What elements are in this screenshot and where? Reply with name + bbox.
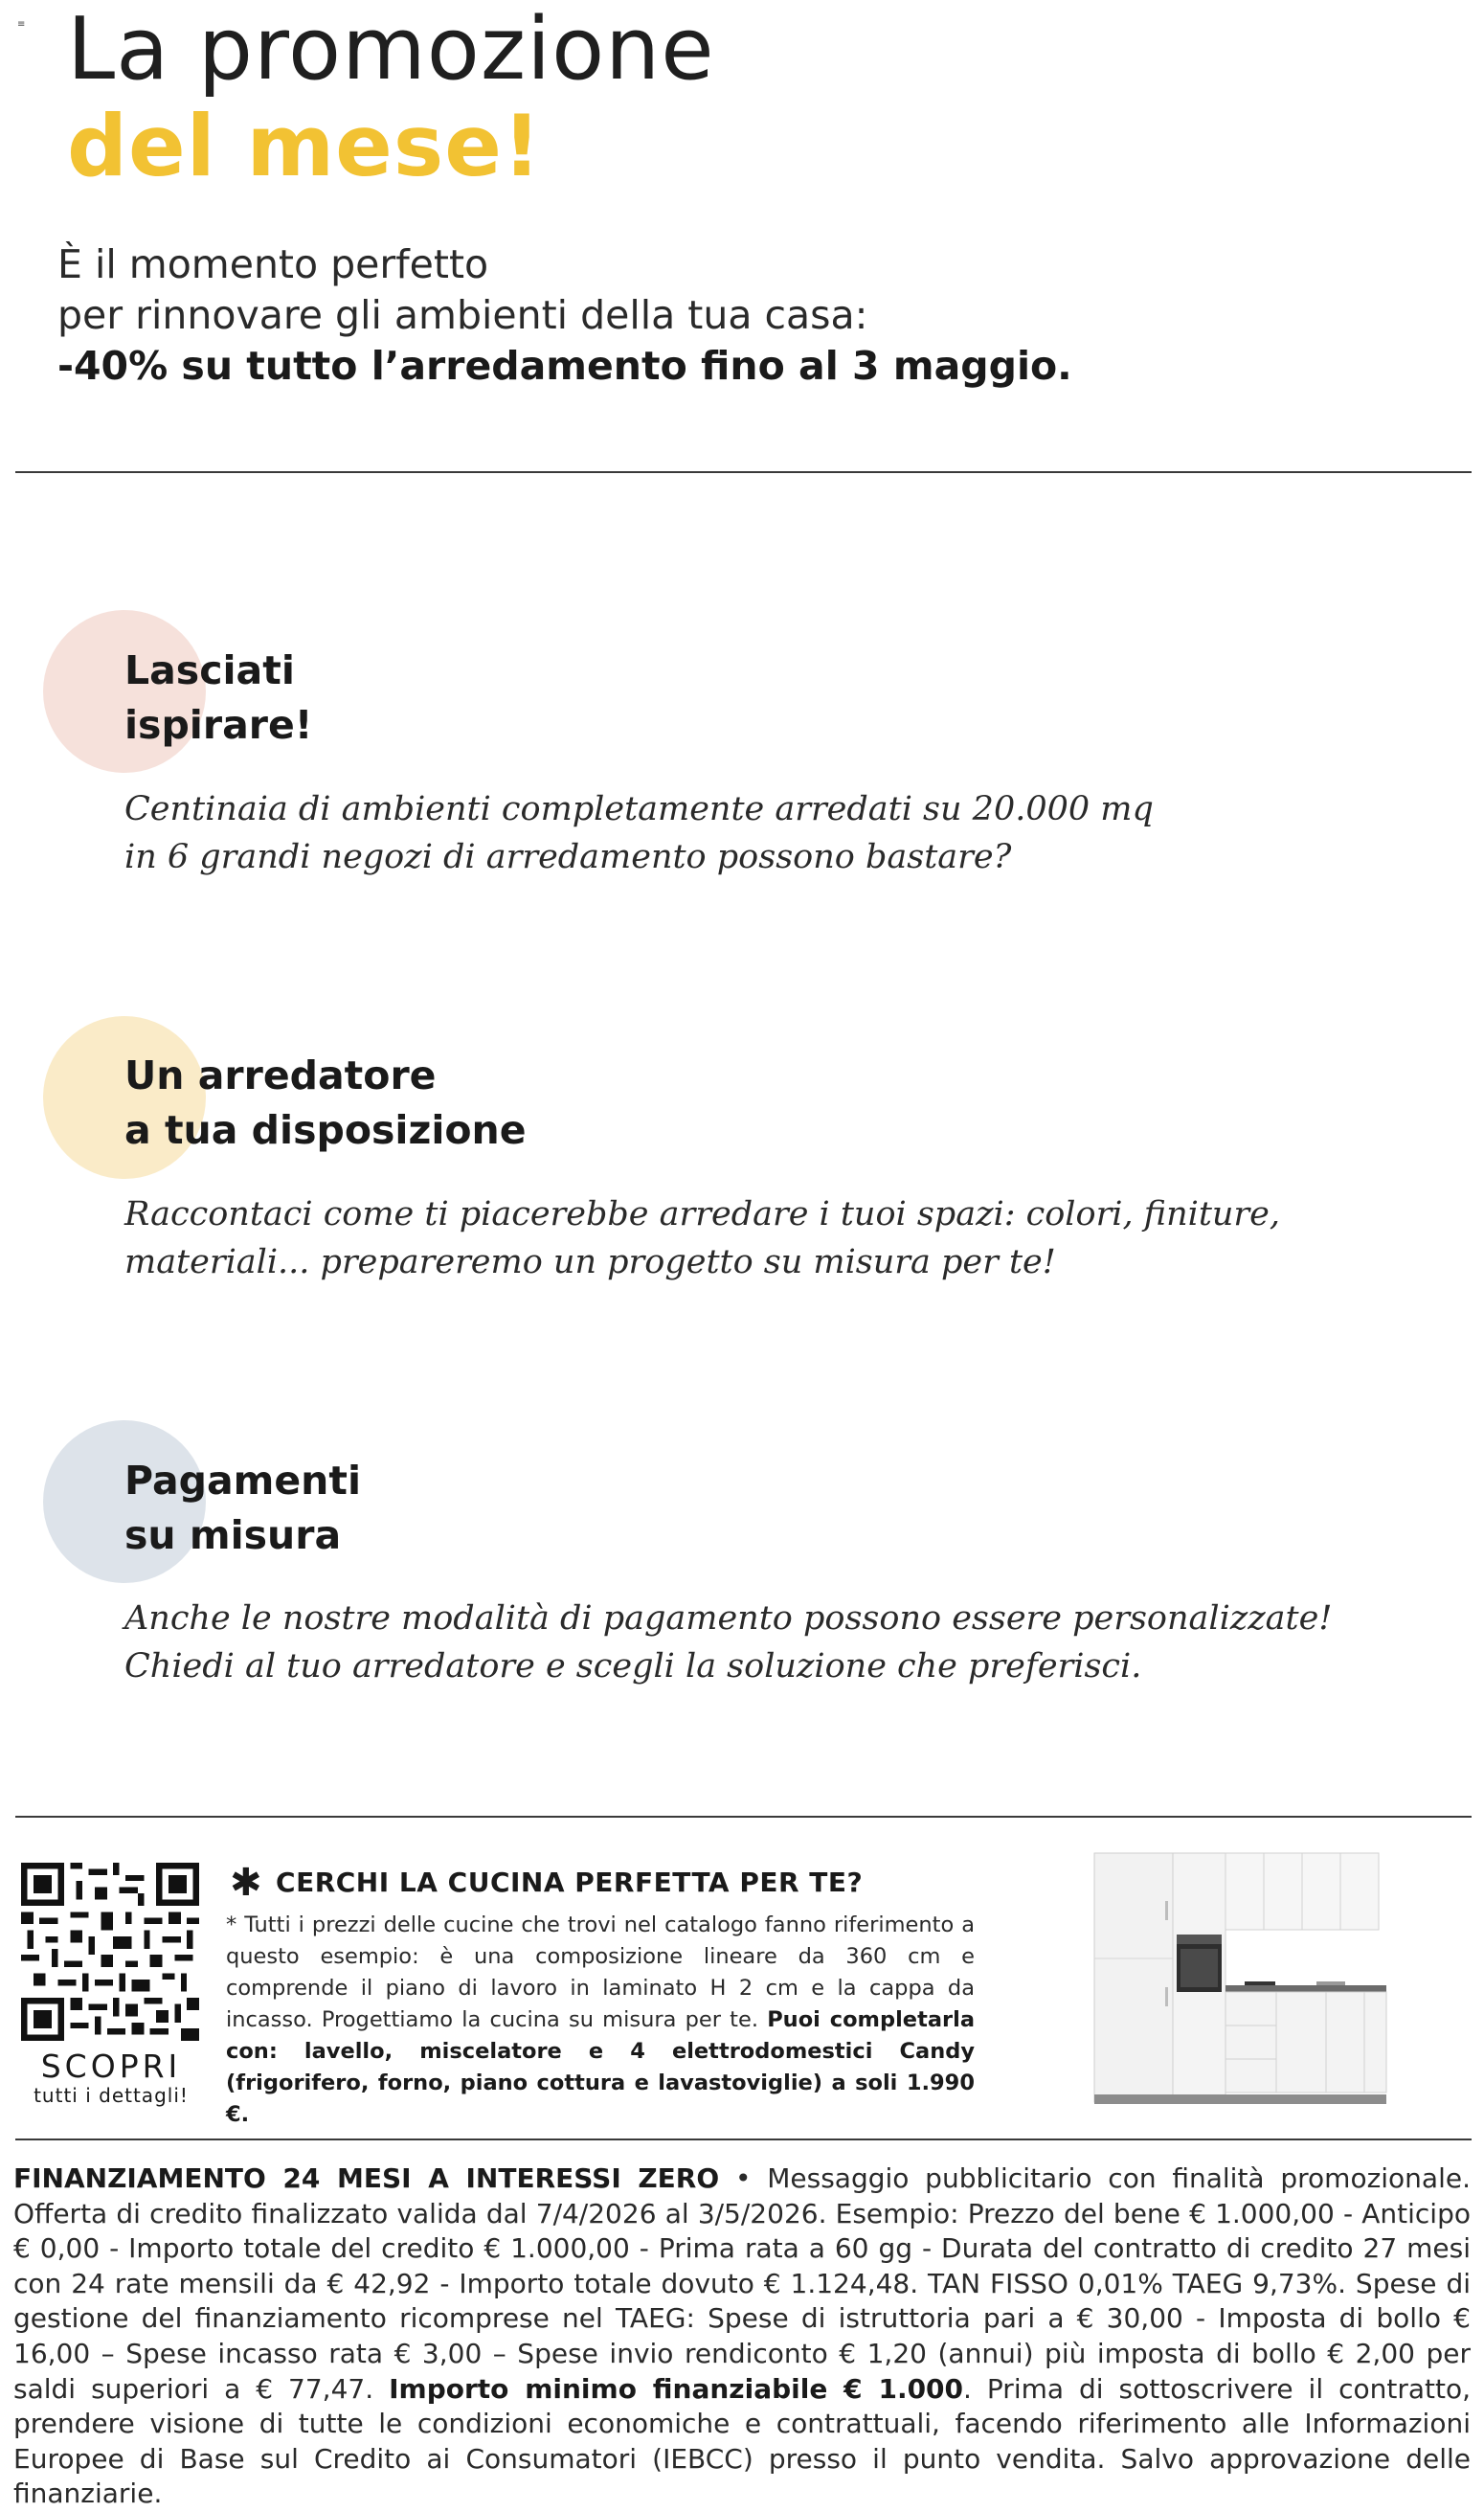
page-title-highlight: del mese! <box>67 97 543 195</box>
feature-text-line: Anche le nostre modalità di pagamento possono essere personalizzate! <box>124 1599 1333 1638</box>
kitchen-description <box>226 1910 975 2131</box>
feature-title-line: Lasciati <box>124 647 295 693</box>
feature-text-line: Centinaia di ambienti completamente arredati su 20.000 mq <box>124 790 1154 828</box>
scopri-sublabel: tutti i dettagli! <box>34 2084 189 2107</box>
feature-title-line: Pagamenti <box>124 1458 362 1504</box>
kitchen-heading-text: CERCHI LA CUCINA PERFETTA PER TE? <box>276 1867 864 1898</box>
feature-text-designer <box>124 1190 1280 1286</box>
feature-text-line: Chiedi al tuo arredatore e scegli la soluzione che preferisci. <box>124 1647 1142 1686</box>
feature-title-line: a tua disposizione <box>124 1107 527 1153</box>
financing-heading: FINANZIAMENTO 24 MESI A INTERESSI ZERO <box>13 2162 720 2194</box>
feature-text-inspire <box>124 785 1154 881</box>
feature-title-line: ispirare! <box>124 702 313 748</box>
scopri-label[interactable]: SCOPRI <box>40 2048 182 2085</box>
feature-title-payments <box>124 1454 361 1563</box>
intro-text <box>57 239 1072 392</box>
feature-title-line: su misura <box>124 1512 342 1558</box>
corner-mark: ≡ <box>17 19 26 30</box>
feature-title-designer <box>124 1049 527 1158</box>
divider-top <box>15 471 1472 473</box>
feature-text-payments <box>124 1595 1332 1690</box>
feature-text-line: in 6 grandi negozi di arredamento possono bastare? <box>124 838 1012 876</box>
kitchen-description-plain: * Tutti i prezzi delle cucine che trovi nel catalogo fanno riferimento a questo esempio: è una composizione lineare da 360 cm e comprende il piano di lavoro in laminato H 2 cm e la cappa da incasso. Progettiamo la cucina su misura per te. <box>226 1912 975 2032</box>
financing-minimum: Importo minimo finanziabile € 1.000 <box>389 2372 964 2405</box>
intro-line-1: È il momento perfetto <box>57 241 489 287</box>
financing-text-2: . Prima di sottoscrivere il contratto, prendere visione di tutte le condizioni economiche e contrattuali, facendo riferimento alle Informazioni Europee di Base sul Credito ai Consumatori (IEBCC) presso il punto vendita. Salvo approvazione delle finanziarie. <box>13 2372 1471 2510</box>
page-title: La promozione <box>67 0 715 100</box>
asterisk-icon: ✱ <box>230 1861 263 1905</box>
financing-disclaimer <box>13 2161 1471 2512</box>
feature-title-line: Un arredatore <box>124 1052 437 1098</box>
qr-code[interactable] <box>21 1863 199 2041</box>
feature-text-line: Raccontaci come ti piacerebbe arredare i tuoi spazi: colori, finiture, <box>124 1195 1281 1233</box>
intro-line-2: per rinnovare gli ambienti della tua casa: <box>57 292 868 338</box>
feature-text-line: materiali... prepareremo un progetto su misura per te! <box>124 1243 1056 1281</box>
kitchen-description-bold: Puoi completarla con: lavello, miscelatore e 4 elettrodomestici Candy (frigorifero, forno, piano cottura e lavastoviglie) a soli 1.990 €. <box>226 2007 976 2127</box>
divider-bottom <box>15 2139 1472 2140</box>
financing-text-1: • Messaggio pubblicitario con finalità promozionale. Offerta di credito finalizzato valida dal 7/4/2026 al 3/5/2026. Esempio: Prezzo del bene € 1.000,00 - Anticipo € 0,00 - Importo totale del credito € 1.000,00 - Prima rata a 60 gg - Durata del contratto di credito 27 mesi con 24 rate mensili da € 42,92 - Importo totale dovuto € 1.124,48. TAN FISSO 0,01% TAEG 9,73%. Spese di gestione del finanziamento ricomprese nel TAEG: Spese di istruttoria pari a € 30,00 - Imposta di bollo € 16,00 – Spese incasso rata € 3,00 – Spese invio rendiconto € 1,20 (annui) più imposta di bollo € 2,00 per saldi superiori a € 77,47. <box>13 2162 1471 2405</box>
kitchen-image <box>1087 1844 1393 2112</box>
feature-title-inspire <box>124 644 312 753</box>
kitchen-heading <box>230 1861 863 1905</box>
divider-middle <box>15 1816 1472 1818</box>
intro-offer-line: -40% su tutto l’arredamento fino al 3 maggio. <box>57 343 1072 389</box>
